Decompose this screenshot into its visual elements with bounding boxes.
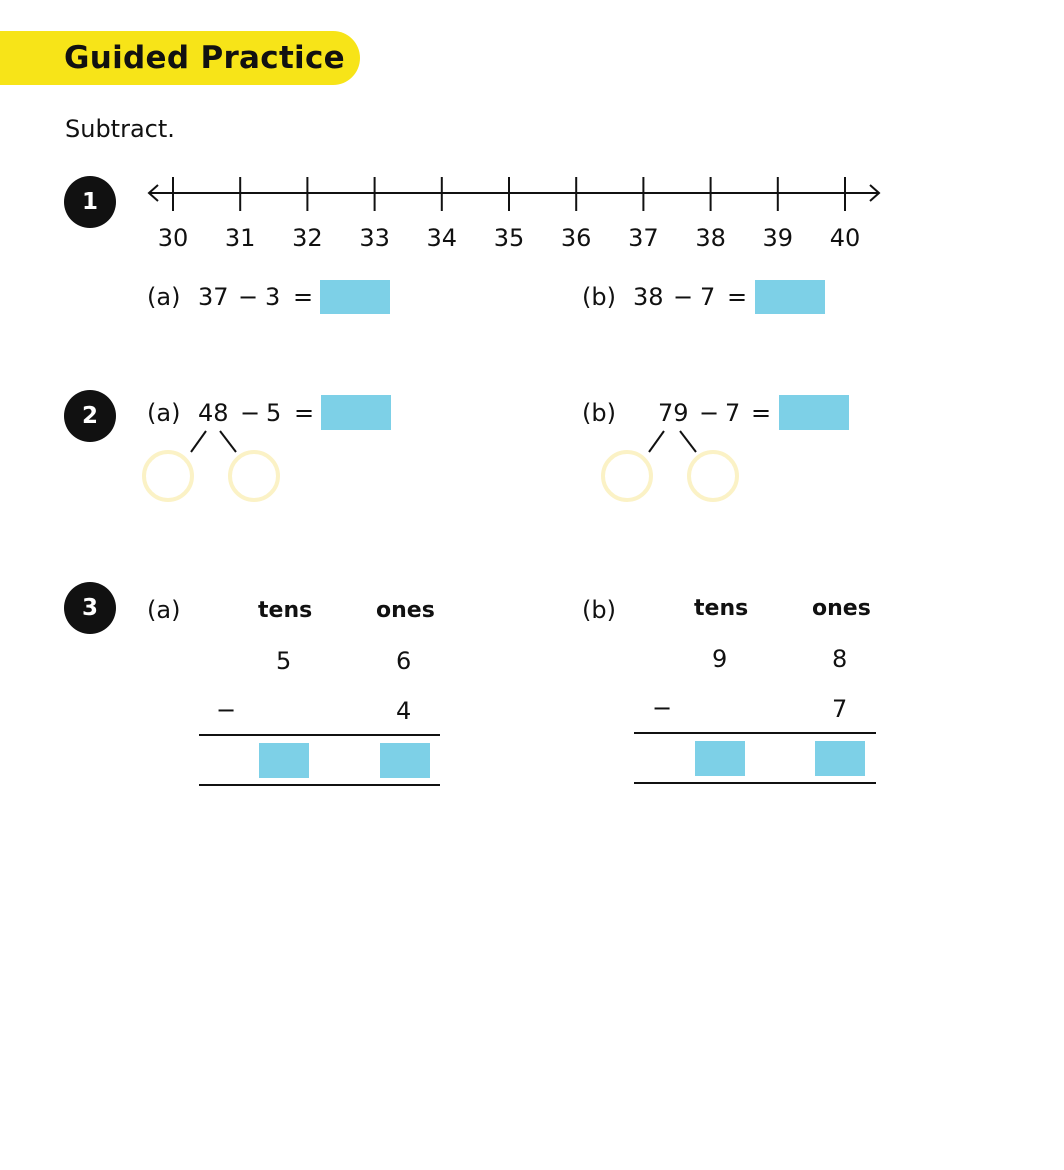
number-line-label: 37: [628, 224, 659, 252]
q3b-tens-header: tens: [694, 596, 749, 621]
q3a-sum-line: [199, 734, 440, 736]
q1a-minuend: 37: [198, 283, 229, 311]
question-number-1: 1: [64, 176, 116, 228]
q2a-subtrahend: 5: [266, 399, 282, 427]
number-line-label: 32: [292, 224, 323, 252]
q1a-equals: =: [293, 283, 314, 311]
number-line-label: 36: [560, 224, 592, 252]
q3a-tens-header: tens: [258, 598, 313, 623]
number-line: [140, 170, 890, 220]
q1b-answer-box[interactable]: [755, 280, 825, 314]
q2a-equals: =: [294, 399, 315, 427]
number-line-label: 33: [359, 224, 390, 252]
q2a-minuend: 48: [198, 399, 229, 427]
q2a-tens-circle[interactable]: [142, 450, 194, 502]
q1b-subtrahend: 7: [700, 283, 716, 311]
q1a-subtrahend: 3: [265, 283, 281, 311]
q1b-operator: −: [673, 283, 694, 311]
q2a-answer-box[interactable]: [321, 395, 391, 430]
q3a-sub-ones: 4: [396, 697, 412, 725]
q3b-bottom-line: [634, 782, 876, 784]
q1b-minuend: 38: [633, 283, 664, 311]
q3b-answer-tens-box[interactable]: [695, 741, 745, 776]
q3b-sub-ones: 7: [832, 695, 848, 723]
q3a-answer-tens-box[interactable]: [259, 743, 309, 778]
q2b-equals: =: [751, 399, 772, 427]
q2a-operator: −: [240, 399, 261, 427]
q2b-operator: −: [699, 399, 720, 427]
q3b-sum-line: [634, 732, 876, 734]
q1b-equals: =: [727, 283, 748, 311]
q1a-operator: −: [238, 283, 259, 311]
number-line-label: 40: [829, 224, 861, 252]
q3a-bottom-line: [199, 784, 440, 786]
question-number-2: 2: [64, 390, 116, 442]
q1a-answer-box[interactable]: [320, 280, 390, 314]
page-title: Guided Practice: [64, 40, 345, 76]
q2b-subtrahend: 7: [725, 399, 741, 427]
q1a-label: (a): [147, 283, 181, 311]
q3a-top-tens: 5: [276, 647, 292, 675]
q3a-answer-ones-box[interactable]: [380, 743, 430, 778]
q3b-top-tens: 9: [712, 645, 728, 673]
q3b-operator: −: [652, 694, 673, 722]
q2b-tens-circle[interactable]: [601, 450, 653, 502]
q3b-answer-ones-box[interactable]: [815, 741, 865, 776]
q3b-top-ones: 8: [832, 645, 848, 673]
instruction-text: Subtract.: [65, 115, 175, 143]
number-line-label: 30: [157, 224, 189, 252]
q3a-ones-header: ones: [376, 598, 435, 623]
q2b-answer-box[interactable]: [779, 395, 849, 430]
q3a-operator: −: [216, 696, 237, 724]
q2b-label: (b): [582, 399, 616, 427]
q2a-label: (a): [147, 399, 181, 427]
q2a-ones-circle[interactable]: [228, 450, 280, 502]
number-line-label: 34: [426, 224, 458, 252]
q3a-top-ones: 6: [396, 647, 412, 675]
q3a-label: (a): [147, 596, 181, 624]
number-line-label: 35: [493, 224, 525, 252]
number-line-label: 39: [762, 224, 794, 252]
number-line-label: 31: [224, 224, 256, 252]
q2b-minuend: 79: [658, 399, 689, 427]
number-line-label: 38: [695, 224, 726, 252]
q2b-ones-circle[interactable]: [687, 450, 739, 502]
q3b-label: (b): [582, 596, 616, 624]
q1b-label: (b): [582, 283, 616, 311]
q3b-ones-header: ones: [812, 596, 871, 621]
question-number-3: 3: [64, 582, 116, 634]
